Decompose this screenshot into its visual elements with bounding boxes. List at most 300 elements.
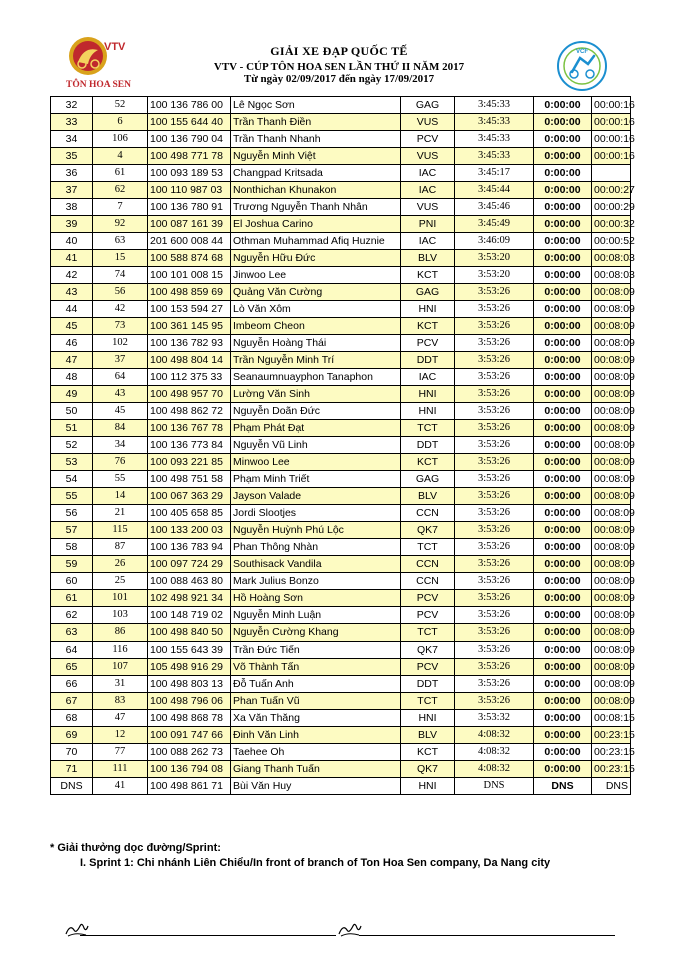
rank-cell: 63: [51, 624, 93, 641]
bonus-time-cell: 0:00:00: [534, 692, 592, 709]
bib-cell: 15: [93, 250, 148, 267]
table-row: [51, 216, 631, 233]
team-code-cell: HNI: [401, 777, 455, 794]
bonus-time-cell: 0:00:00: [534, 199, 592, 216]
rider-name-cell: Quảng Văn Cường: [231, 284, 401, 301]
uci-id-cell: 100 498 840 50: [148, 624, 231, 641]
rank-cell: 47: [51, 352, 93, 369]
signature-line-left: [64, 918, 336, 938]
rank-cell: 54: [51, 471, 93, 488]
time-cell: 3:53:26: [455, 437, 534, 454]
time-cell: 3:53:26: [455, 641, 534, 658]
uci-id-cell: 100 588 874 68: [148, 250, 231, 267]
table-row: [51, 556, 631, 573]
bib-cell: 64: [93, 369, 148, 386]
team-code-cell: IAC: [401, 182, 455, 199]
rider-name-cell: Nguyễn Minh Việt: [231, 148, 401, 165]
rider-name-cell: Jinwoo Lee: [231, 267, 401, 284]
rider-name-cell: Phan Thông Nhàn: [231, 539, 401, 556]
table-row: [51, 777, 631, 794]
time-gap-cell: 00:08:09: [592, 539, 631, 556]
bonus-time-cell: 0:00:00: [534, 488, 592, 505]
bib-cell: 43: [93, 386, 148, 403]
time-cell: 3:53:26: [455, 675, 534, 692]
table-row: [51, 301, 631, 318]
table-row: [51, 250, 631, 267]
rider-name-cell: Nguyễn Minh Luận: [231, 607, 401, 624]
sprint-heading: * Giải thưởng dọc đường/Sprint:: [50, 842, 221, 854]
time-gap-cell: 00:23:15: [592, 743, 631, 760]
time-cell: 3:45:44: [455, 182, 534, 199]
bib-cell: 77: [93, 743, 148, 760]
table-row: [51, 539, 631, 556]
uci-id-cell: 100 148 719 02: [148, 607, 231, 624]
bib-cell: 101: [93, 590, 148, 607]
time-gap-cell: 00:08:15: [592, 709, 631, 726]
bonus-time-cell: 0:00:00: [534, 590, 592, 607]
rank-cell: 35: [51, 148, 93, 165]
uci-id-cell: 100 112 375 33: [148, 369, 231, 386]
table-row: [51, 709, 631, 726]
bonus-time-cell: 0:00:00: [534, 709, 592, 726]
uci-id-cell: 105 498 916 29: [148, 658, 231, 675]
signature-underline: [80, 935, 336, 936]
bonus-time-cell: 0:00:00: [534, 641, 592, 658]
rider-name-cell: Changpad Kritsada: [231, 165, 401, 182]
bib-cell: 52: [93, 97, 148, 114]
rider-name-cell: Minwoo Lee: [231, 454, 401, 471]
time-gap-cell: 00:08:09: [592, 641, 631, 658]
time-cell: 3:53:26: [455, 420, 534, 437]
rank-cell: 68: [51, 709, 93, 726]
uci-id-cell: 100 498 859 69: [148, 284, 231, 301]
uci-id-cell: 100 405 658 85: [148, 505, 231, 522]
rider-name-cell: Jayson Valade: [231, 488, 401, 505]
rank-cell: 41: [51, 250, 93, 267]
team-code-cell: DDT: [401, 675, 455, 692]
bonus-time-cell: 0:00:00: [534, 165, 592, 182]
time-gap-cell: 00:08:09: [592, 437, 631, 454]
uci-id-cell: 100 088 463 80: [148, 573, 231, 590]
table-row: [51, 488, 631, 505]
bib-cell: 83: [93, 692, 148, 709]
table-row: [51, 284, 631, 301]
document-titles: [0, 44, 678, 85]
time-cell: 3:45:17: [455, 165, 534, 182]
time-gap-cell: 00:08:09: [592, 471, 631, 488]
time-cell: 3:53:26: [455, 284, 534, 301]
time-gap-cell: 00:00:16: [592, 148, 631, 165]
rider-name-cell: Phan Tuấn Vũ: [231, 692, 401, 709]
table-row: [51, 148, 631, 165]
uci-id-cell: 100 067 363 29: [148, 488, 231, 505]
rider-name-cell: Trần Đức Tiến: [231, 641, 401, 658]
team-code-cell: CCN: [401, 573, 455, 590]
bonus-time-cell: 0:00:00: [534, 471, 592, 488]
rider-name-cell: Othman Muhammad Afiq Huznie: [231, 233, 401, 250]
team-code-cell: VUS: [401, 114, 455, 131]
bonus-time-cell: 0:00:00: [534, 454, 592, 471]
time-gap-cell: 00:08:03: [592, 267, 631, 284]
rider-name-cell: Trương Nguyễn Thanh Nhân: [231, 199, 401, 216]
rank-cell: 45: [51, 318, 93, 335]
bonus-time-cell: 0:00:00: [534, 420, 592, 437]
bib-cell: 87: [93, 539, 148, 556]
table-row: [51, 607, 631, 624]
table-row: [51, 233, 631, 250]
time-gap-cell: 00:08:09: [592, 420, 631, 437]
time-cell: 3:45:33: [455, 114, 534, 131]
team-code-cell: GAG: [401, 284, 455, 301]
uci-id-cell: 100 087 161 39: [148, 216, 231, 233]
team-code-cell: PCV: [401, 131, 455, 148]
team-code-cell: PNI: [401, 216, 455, 233]
time-cell: 3:53:26: [455, 318, 534, 335]
time-gap-cell: 00:08:09: [592, 403, 631, 420]
uci-id-cell: 100 155 644 40: [148, 114, 231, 131]
bonus-time-cell: 0:00:00: [534, 182, 592, 199]
logo-vcf-text: VCF: [576, 49, 588, 55]
time-gap-cell: 00:08:09: [592, 522, 631, 539]
rank-cell: 39: [51, 216, 93, 233]
uci-id-cell: 100 136 794 08: [148, 760, 231, 777]
uci-id-cell: 100 136 786 00: [148, 97, 231, 114]
time-cell: 3:53:26: [455, 471, 534, 488]
time-cell: DNS: [455, 777, 534, 794]
logo-vtv-text: VTV: [104, 41, 126, 53]
rank-cell: 32: [51, 97, 93, 114]
time-gap-cell: 00:23:15: [592, 760, 631, 777]
time-cell: 3:53:26: [455, 488, 534, 505]
uci-id-cell: 100 133 200 03: [148, 522, 231, 539]
rider-name-cell: Giang Thanh Tuấn: [231, 760, 401, 777]
time-cell: 3:53:26: [455, 539, 534, 556]
time-gap-cell: 00:08:09: [592, 658, 631, 675]
uci-id-cell: 100 136 773 84: [148, 437, 231, 454]
table-row: [51, 454, 631, 471]
table-row: [51, 114, 631, 131]
uci-id-cell: 100 498 751 58: [148, 471, 231, 488]
team-code-cell: HNI: [401, 709, 455, 726]
time-gap-cell: 00:08:09: [592, 556, 631, 573]
bonus-time-cell: 0:00:00: [534, 233, 592, 250]
time-gap-cell: 00:08:09: [592, 369, 631, 386]
rider-name-cell: Lê Ngọc Sơn: [231, 97, 401, 114]
bonus-time-cell: 0:00:00: [534, 386, 592, 403]
table-row: [51, 318, 631, 335]
uci-id-cell: 100 498 957 70: [148, 386, 231, 403]
uci-id-cell: 100 136 790 04: [148, 131, 231, 148]
rider-name-cell: Trần Thanh Điền: [231, 114, 401, 131]
bonus-time-cell: 0:00:00: [534, 114, 592, 131]
rank-cell: 51: [51, 420, 93, 437]
bib-cell: 61: [93, 165, 148, 182]
time-cell: 3:53:26: [455, 386, 534, 403]
rank-cell: 67: [51, 692, 93, 709]
rider-name-cell: Southisack Vandila: [231, 556, 401, 573]
bonus-time-cell: 0:00:00: [534, 369, 592, 386]
uci-id-cell: 102 498 921 34: [148, 590, 231, 607]
team-code-cell: TCT: [401, 692, 455, 709]
rank-cell: 56: [51, 505, 93, 522]
table-row: [51, 675, 631, 692]
rank-cell: 57: [51, 522, 93, 539]
time-cell: 4:08:32: [455, 726, 534, 743]
uci-id-cell: 100 498 868 78: [148, 709, 231, 726]
rank-cell: 44: [51, 301, 93, 318]
team-code-cell: DDT: [401, 437, 455, 454]
event-title: GIẢI XE ĐẠP QUỐC TẾ: [270, 44, 408, 58]
time-cell: 3:53:26: [455, 369, 534, 386]
uci-id-cell: 100 498 796 06: [148, 692, 231, 709]
uci-id-cell: 100 136 783 94: [148, 539, 231, 556]
bib-cell: 41: [93, 777, 148, 794]
bonus-time-cell: 0:00:00: [534, 352, 592, 369]
uci-id-cell: 100 498 803 13: [148, 675, 231, 692]
team-code-cell: HNI: [401, 386, 455, 403]
time-cell: 3:45:33: [455, 148, 534, 165]
bib-cell: 62: [93, 182, 148, 199]
bib-cell: 26: [93, 556, 148, 573]
signature-underline: [359, 935, 615, 936]
table-row: [51, 573, 631, 590]
table-row: [51, 743, 631, 760]
time-cell: 3:45:33: [455, 97, 534, 114]
table-row: [51, 760, 631, 777]
rank-cell: 60: [51, 573, 93, 590]
time-gap-cell: 00:08:09: [592, 505, 631, 522]
team-code-cell: VUS: [401, 199, 455, 216]
results-body: [51, 97, 635, 795]
rank-cell: 65: [51, 658, 93, 675]
rider-name-cell: Lường Văn Sinh: [231, 386, 401, 403]
time-gap-cell: 00:00:16: [592, 97, 631, 114]
table-row: [51, 641, 631, 658]
time-gap-cell: 00:08:09: [592, 318, 631, 335]
bib-cell: 86: [93, 624, 148, 641]
time-cell: 3:45:33: [455, 131, 534, 148]
table-row: [51, 692, 631, 709]
rider-name-cell: Bùi Văn Huy: [231, 777, 401, 794]
team-code-cell: QK7: [401, 522, 455, 539]
time-gap-cell: 00:00:16: [592, 131, 631, 148]
team-code-cell: KCT: [401, 318, 455, 335]
team-code-cell: KCT: [401, 267, 455, 284]
table-row: [51, 352, 631, 369]
time-gap-cell: 00:08:03: [592, 250, 631, 267]
team-code-cell: KCT: [401, 743, 455, 760]
team-code-cell: DDT: [401, 352, 455, 369]
time-cell: 3:53:26: [455, 335, 534, 352]
time-gap-cell: 00:23:15: [592, 726, 631, 743]
time-gap-cell: 00:08:09: [592, 335, 631, 352]
team-code-cell: QK7: [401, 760, 455, 777]
rider-name-cell: Nguyễn Vũ Linh: [231, 437, 401, 454]
table-row: [51, 522, 631, 539]
table-row: [51, 658, 631, 675]
bib-cell: 84: [93, 420, 148, 437]
time-cell: 3:53:26: [455, 590, 534, 607]
rank-cell: 64: [51, 641, 93, 658]
uci-id-cell: 100 153 594 27: [148, 301, 231, 318]
rider-name-cell: Đỗ Tuấn Anh: [231, 675, 401, 692]
uci-id-cell: 100 110 987 03: [148, 182, 231, 199]
time-gap-cell: 00:08:09: [592, 488, 631, 505]
table-row: [51, 590, 631, 607]
rider-name-cell: El Joshua Carino: [231, 216, 401, 233]
bonus-time-cell: 0:00:00: [534, 743, 592, 760]
rank-cell: 61: [51, 590, 93, 607]
bonus-time-cell: 0:00:00: [534, 607, 592, 624]
time-cell: 3:53:26: [455, 573, 534, 590]
rider-name-cell: Võ Thành Tấn: [231, 658, 401, 675]
rider-name-cell: Taehee Oh: [231, 743, 401, 760]
bonus-time-cell: 0:00:00: [534, 301, 592, 318]
time-cell: 3:53:32: [455, 709, 534, 726]
rider-name-cell: Hồ Hoàng Sơn: [231, 590, 401, 607]
bib-cell: 106: [93, 131, 148, 148]
rank-cell: 62: [51, 607, 93, 624]
table-row: [51, 97, 631, 114]
time-cell: 3:53:26: [455, 522, 534, 539]
time-cell: 3:53:20: [455, 250, 534, 267]
bib-cell: 7: [93, 199, 148, 216]
team-code-cell: BLV: [401, 488, 455, 505]
bonus-time-cell: 0:00:00: [534, 522, 592, 539]
time-gap-cell: 00:08:09: [592, 301, 631, 318]
uci-id-cell: 100 498 804 14: [148, 352, 231, 369]
bonus-time-cell: 0:00:00: [534, 148, 592, 165]
rank-cell: 59: [51, 556, 93, 573]
team-code-cell: PCV: [401, 335, 455, 352]
team-code-cell: PCV: [401, 658, 455, 675]
team-code-cell: KCT: [401, 454, 455, 471]
time-gap-cell: 00:08:09: [592, 573, 631, 590]
team-code-cell: IAC: [401, 233, 455, 250]
rank-cell: 33: [51, 114, 93, 131]
table-row: [51, 386, 631, 403]
team-code-cell: BLV: [401, 250, 455, 267]
event-subtitle: VTV - CÚP TÔN HOA SEN LẦN THỨ II NĂM 2017: [213, 61, 465, 73]
bib-cell: 103: [93, 607, 148, 624]
bonus-time-cell: 0:00:00: [534, 658, 592, 675]
time-cell: 3:53:20: [455, 267, 534, 284]
time-gap-cell: 00:00:32: [592, 216, 631, 233]
rank-cell: 69: [51, 726, 93, 743]
rank-cell: 48: [51, 369, 93, 386]
bib-cell: 42: [93, 301, 148, 318]
time-cell: 3:53:26: [455, 556, 534, 573]
bib-cell: 92: [93, 216, 148, 233]
bib-cell: 107: [93, 658, 148, 675]
team-code-cell: GAG: [401, 471, 455, 488]
bib-cell: 55: [93, 471, 148, 488]
uci-id-cell: 100 498 771 78: [148, 148, 231, 165]
uci-id-cell: 100 155 643 39: [148, 641, 231, 658]
time-gap-cell: 00:08:09: [592, 692, 631, 709]
rider-name-cell: Phạm Phát Đạt: [231, 420, 401, 437]
table-row: [51, 267, 631, 284]
rider-name-cell: Nguyễn Hữu Đức: [231, 250, 401, 267]
rank-cell: 38: [51, 199, 93, 216]
table-row: [51, 165, 631, 182]
bib-cell: 76: [93, 454, 148, 471]
time-gap-cell: 00:08:09: [592, 284, 631, 301]
table-row: [51, 505, 631, 522]
rider-name-cell: Đinh Văn Linh: [231, 726, 401, 743]
time-gap-cell: 00:00:52: [592, 233, 631, 250]
bib-cell: 56: [93, 284, 148, 301]
time-cell: 3:45:49: [455, 216, 534, 233]
bonus-time-cell: 0:00:00: [534, 97, 592, 114]
bonus-time-cell: 0:00:00: [534, 573, 592, 590]
rank-cell: 66: [51, 675, 93, 692]
team-code-cell: HNI: [401, 301, 455, 318]
bib-cell: 12: [93, 726, 148, 743]
table-row: [51, 420, 631, 437]
table-row: [51, 471, 631, 488]
bib-cell: 73: [93, 318, 148, 335]
rider-name-cell: Phạm Minh Triết: [231, 471, 401, 488]
time-cell: 3:53:26: [455, 658, 534, 675]
bonus-time-cell: 0:00:00: [534, 624, 592, 641]
rank-cell: DNS: [51, 777, 93, 794]
bib-cell: 37: [93, 352, 148, 369]
uci-id-cell: 100 088 262 73: [148, 743, 231, 760]
time-gap-cell: 00:08:09: [592, 386, 631, 403]
time-gap-cell: 00:08:09: [592, 607, 631, 624]
time-cell: 3:45:46: [455, 199, 534, 216]
rider-name-cell: Xa Văn Thăng: [231, 709, 401, 726]
page-header: [0, 0, 678, 96]
uci-id-cell: 100 093 221 85: [148, 454, 231, 471]
rank-cell: 43: [51, 284, 93, 301]
rank-cell: 52: [51, 437, 93, 454]
team-code-cell: TCT: [401, 539, 455, 556]
results-table: [50, 96, 635, 795]
rank-cell: 49: [51, 386, 93, 403]
bib-cell: 102: [93, 335, 148, 352]
bib-cell: 21: [93, 505, 148, 522]
team-code-cell: IAC: [401, 165, 455, 182]
rank-cell: 53: [51, 454, 93, 471]
team-code-cell: IAC: [401, 369, 455, 386]
bib-cell: 14: [93, 488, 148, 505]
uci-id-cell: 100 498 861 71: [148, 777, 231, 794]
bonus-time-cell: 0:00:00: [534, 539, 592, 556]
time-cell: 3:53:26: [455, 505, 534, 522]
bib-cell: 63: [93, 233, 148, 250]
time-gap-cell: 00:00:27: [592, 182, 631, 199]
time-gap-cell: 00:08:09: [592, 624, 631, 641]
uci-id-cell: 100 136 767 78: [148, 420, 231, 437]
bib-cell: 115: [93, 522, 148, 539]
time-cell: 3:53:26: [455, 607, 534, 624]
bib-cell: 47: [93, 709, 148, 726]
bonus-time-cell: 0:00:00: [534, 437, 592, 454]
table-row: [51, 726, 631, 743]
bib-cell: 31: [93, 675, 148, 692]
rank-cell: 70: [51, 743, 93, 760]
team-code-cell: CCN: [401, 556, 455, 573]
bonus-time-cell: 0:00:00: [534, 726, 592, 743]
time-cell: 4:08:32: [455, 743, 534, 760]
rider-name-cell: Jordi Slootjes: [231, 505, 401, 522]
uci-id-cell: 100 498 862 72: [148, 403, 231, 420]
time-gap-cell: 00:08:09: [592, 590, 631, 607]
team-code-cell: GAG: [401, 97, 455, 114]
bib-cell: 25: [93, 573, 148, 590]
